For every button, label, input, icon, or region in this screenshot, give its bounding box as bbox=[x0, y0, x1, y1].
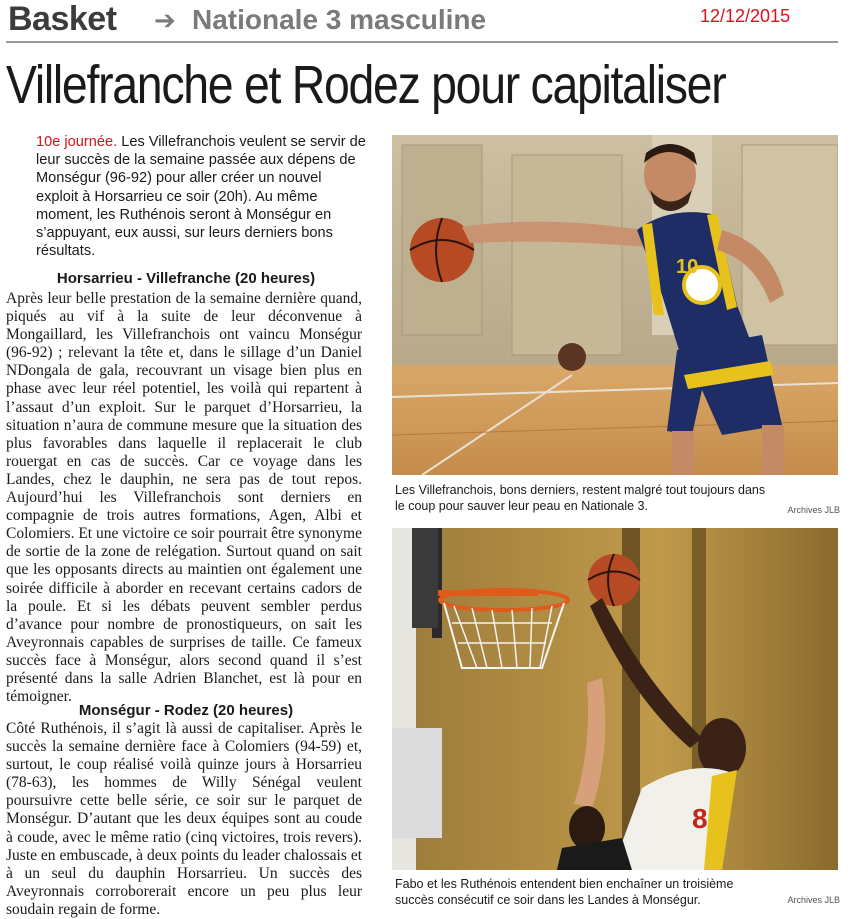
lead-kicker: 10e journée. bbox=[36, 134, 118, 150]
section-title-monsegur: Monségur - Rodez (20 heures) bbox=[78, 702, 294, 719]
jersey-number-1: 10 bbox=[676, 256, 699, 278]
header-divider bbox=[6, 41, 838, 43]
photo-credit-2: Archives JLB bbox=[787, 895, 840, 905]
section-body-monsegur: Côté Ruthénois, il s’agit là aussi de capitaliser. Après le succès la semaine dernière face à Colomiers (94-59) et, surtout, le coup réalisé voilà quinze jours à Horsarrieu (78-63), les hommes de Willy Sénégal veulent poursuivre cette belle série, ce soir sur le parquet de Monségur. D’autant que les deux équipes sont au coude à coude, avec le même ratio (cinq victoires, trois revers). Juste en embuscade, à deux points du leader chalossais et à un seul du dauphin Horsarrieu. Un succès des Aveyronnais corroborerait encore un peu plus leur soudain regain de forme. bbox=[6, 720, 362, 918]
photo-caption-1: Les Villefranchois, bons derniers, restent malgré tout toujours dans le coup pour sauver leur peau en Nationale 3. bbox=[395, 483, 766, 513]
section-body-horsarrieu: Après leur belle prestation de la semaine dernière quand, piqués au vif à la suite de leur déconvenue à Mongaillard, les Villefranchois ont vaincu Monségur (96-92) ; relevant la tête et, dans le sillage d’un Daniel NDongala de gala, recouvrant un visage bien plus en phase avec leur réel potentiel, les voilà qui repartent à l’assaut d’un exploit. Sur le parquet d’Horsarrieu, la situation n’aura de commune mesure que la situation des plus favorables dans laquelle il replacerait le club rouergat en cas de succès. Car ce voyage dans les Landes, chez le dauphin, ne sera pas de tout repos. Aujourd’hui les Villefranchois sont derniers en compagnie de trois autres formations, Agen, Albi et Colomiers. Et une victoire ce soir pourrait être synonyme de sortie de la zone de relégation. Surtout quand on sait que les opposants directs au maintien ont également une soirée difficile à aborder en recevant certains cadors de la poule. Et si les débats peuvent sembler perdus d’avance pour nombre de pronostiqueurs, on sait les Aveyronnais capables de surprises de taille. Ce fameux succès face à Monségur, alors second quand il s’est présenté dans la salle Adrien Blanchet, est là pour en témoigner. bbox=[6, 290, 362, 706]
article-headline: Villefranche et Rodez pour capitaliser bbox=[6, 55, 726, 115]
arrow-right-icon: ➔ bbox=[154, 6, 176, 36]
photo-rodez-player bbox=[392, 528, 838, 870]
photo-caption-2: Fabo et les Ruthénois entendent bien enchaîner un troisième succès consécutif ce soir dans les Landes à Monségur. bbox=[395, 877, 734, 907]
publication-date: 12/12/2015 bbox=[700, 6, 791, 26]
article-lead bbox=[36, 133, 366, 260]
section-rubric: Basket bbox=[8, 0, 117, 38]
section-subrubric: Nationale 3 masculine bbox=[192, 4, 487, 35]
section-title-horsarrieu: Horsarrieu - Villefranche (20 heures) bbox=[56, 270, 316, 287]
jersey-number-2: 8 bbox=[692, 803, 708, 834]
lead-text: Les Villefranchois veulent se servir de leur succès de la semaine passée aux dépens de Monségur (96-92) pour aller créer un nouvel exploit à Horsarrieu ce soir (20h). Au même moment, les Ruthénois seront à Monségur en s’appuyant, eux aussi, sur leurs derniers bons résultats. bbox=[36, 134, 366, 260]
photo-credit-1: Archives JLB bbox=[787, 505, 840, 515]
photo-villefranche-player bbox=[392, 135, 838, 475]
page-header bbox=[0, 0, 850, 44]
